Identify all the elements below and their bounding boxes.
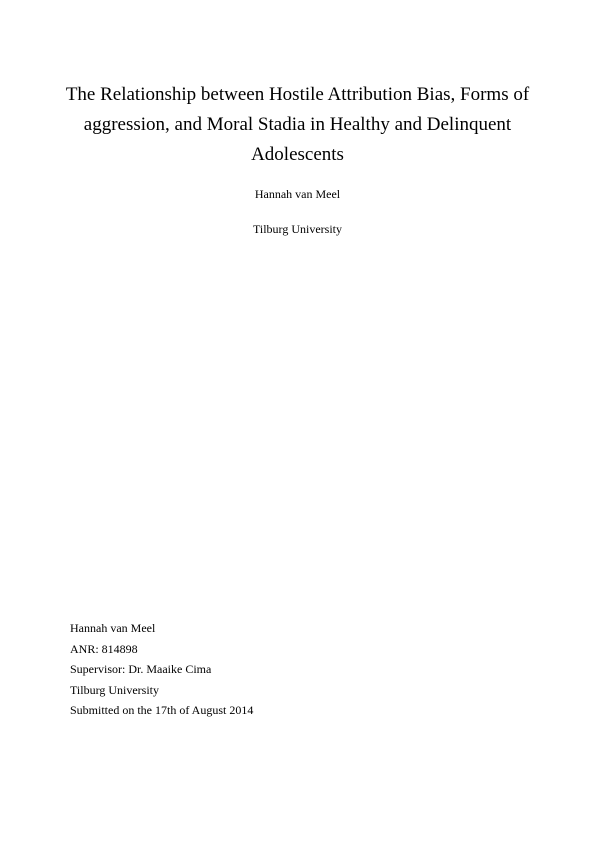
author-affiliation: Tilburg University [252, 222, 342, 236]
university: Tilburg University [70, 682, 160, 697]
title-line-3: Adolescents [251, 144, 344, 165]
supervisor: Supervisor: Dr. Maaike Cima [70, 662, 212, 676]
author-name: Hannah van Meel [254, 187, 341, 201]
student-anr: ANR: 814898 [70, 641, 138, 656]
submission-details [70, 618, 470, 721]
student-name: Hannah van Meel [70, 621, 156, 635]
submission-date: Submitted on the 17th of August 2014 [70, 703, 254, 717]
title-line-1: The Relationship between Hostile Attribution Bias, Forms of [65, 84, 530, 105]
document-title [0, 80, 595, 170]
title-line-2: aggression, and Moral Stadia in Healthy and Delinquent [83, 114, 512, 135]
